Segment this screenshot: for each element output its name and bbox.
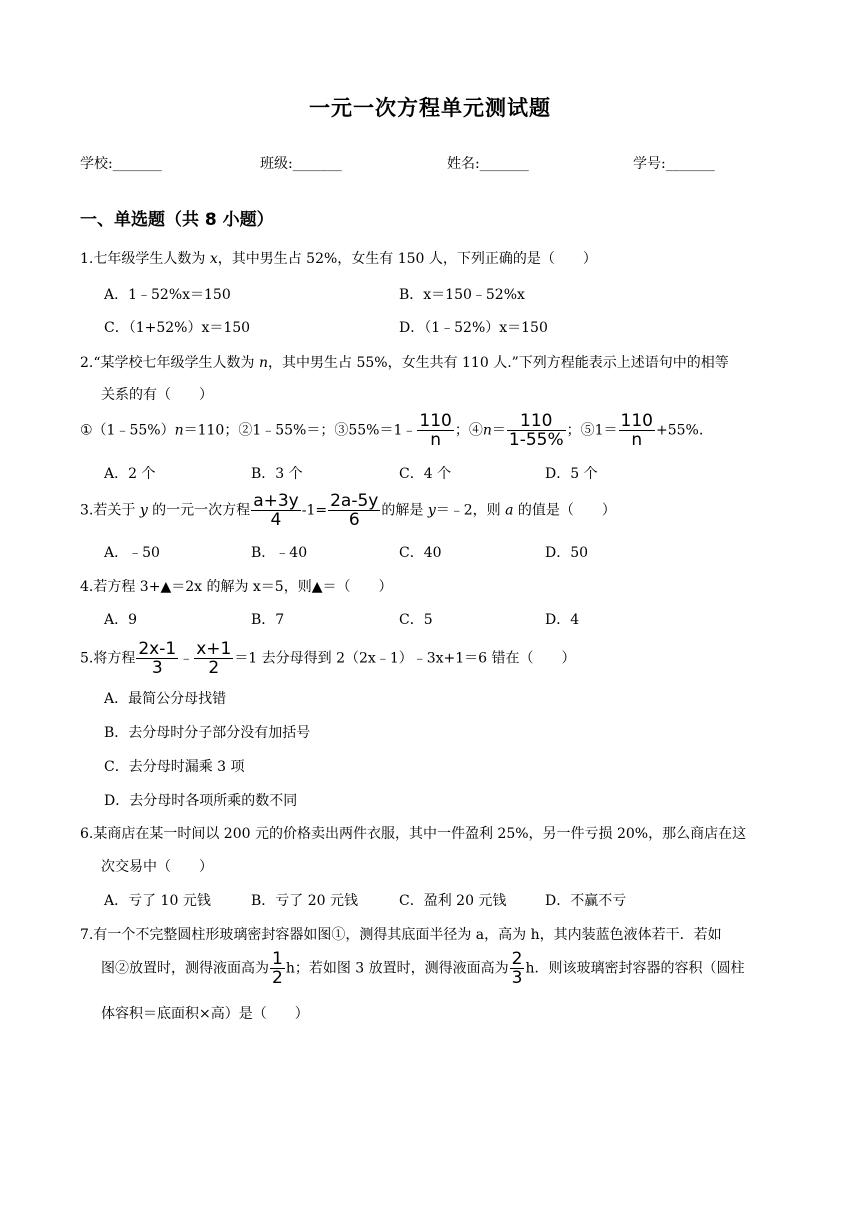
q4-option-d[interactable]: D．4 — [545, 612, 580, 628]
q6-option-a[interactable]: A．亏了 10 元钱 — [104, 893, 211, 909]
number-field: 学号:_______ — [633, 156, 715, 172]
q6-option-b[interactable]: B．亏了 20 元钱 — [251, 893, 359, 909]
q4-option-c[interactable]: C．5 — [399, 612, 433, 628]
q2-option-a[interactable]: A．2 个 — [104, 466, 156, 482]
q3-option-d[interactable]: D．50 — [545, 545, 589, 561]
fraction: $\frac{2}{3}$ — [511, 949, 523, 988]
question-7-stem-cont-2: 体容积＝底面积×高）是（ ） — [101, 1006, 309, 1022]
q1-option-c[interactable]: C．（1+52%）x＝150 — [104, 320, 251, 336]
q4-option-a[interactable]: A．9 — [104, 612, 138, 628]
question-2-stem-cont: 关系的有（ ） — [101, 387, 213, 403]
q4-option-b[interactable]: B．7 — [251, 612, 285, 628]
q5-option-d[interactable]: D．去分母时各项所乘的数不同 — [104, 793, 298, 809]
question-5-stem: 5.将方程 $\frac{2x-1}{3}$ ﹣ $\frac{x+1}{2}$ ＝1 去分母得到 2（2x﹣1）﹣3x+1＝6 错在（ ） — [80, 639, 576, 678]
q1-option-b[interactable]: B．x＝150﹣52%x — [399, 287, 525, 303]
q2-option-b[interactable]: B．3 个 — [251, 466, 303, 482]
fraction: $\frac{110}{n}$ — [620, 411, 653, 450]
page-title: 一元一次方程单元测试题 — [309, 96, 551, 120]
q5-option-b[interactable]: B．去分母时分子部分没有加括号 — [104, 725, 311, 741]
name-field: 姓名:_______ — [447, 156, 529, 172]
question-2-formulas: ①（1﹣55%）n＝110；②1﹣55%＝；③55%＝1﹣ $\frac{110}{n}$ ；④n＝ $\frac{110}{1-55\%}$ ；⑤1＝ $\frac{110}{n}$ +55%. — [80, 411, 704, 450]
school-field: 学校:_______ — [80, 156, 162, 172]
q6-option-c[interactable]: C．盈利 20 元钱 — [399, 893, 507, 909]
question-6-stem: 6.某商店在某一时间以 200 元的价格卖出两件衣服，其中一件盈利 25%，另一件亏损 20%，那么商店在这 — [80, 826, 747, 842]
fraction: $\frac{2a-5y}{6}$ — [330, 491, 379, 530]
fraction: $\frac{2x-1}{3}$ — [138, 639, 177, 678]
fraction: $\frac{a+3y}{4}$ — [253, 491, 299, 530]
question-3-stem: 3.若关于 y 的一元一次方程 $\frac{a+3y}{4}$ -1= $\frac{2a-5y}{6}$ 的解是 y＝﹣2，则 a 的值是（ ） — [80, 491, 616, 530]
fraction: $\frac{x+1}{2}$ — [196, 639, 232, 678]
q1-option-d[interactable]: D．（1﹣52%）x＝150 — [399, 320, 548, 336]
section-heading: 一、单选题（共 8 小题） — [80, 210, 274, 230]
q2-option-d[interactable]: D．5 个 — [545, 466, 598, 482]
class-field: 班级:_______ — [260, 156, 342, 172]
question-4-stem: 4.若方程 3+▲＝2x 的解为 x＝5，则▲＝（ ） — [80, 579, 393, 595]
q3-option-a[interactable]: A．﹣50 — [104, 545, 160, 561]
question-6-stem-cont: 次交易中（ ） — [101, 859, 213, 875]
q2-option-c[interactable]: C．4 个 — [399, 466, 452, 482]
question-7-stem: 7.有一个不完整圆柱形玻璃密封容器如图①，测得其底面半径为 a，高为 h，其内装蓝色液体若干．若如 — [80, 927, 722, 943]
fraction: $\frac{110}{1-55\%}$ — [508, 411, 564, 450]
fraction: $\frac{110}{n}$ — [419, 411, 452, 450]
fraction: $\frac{1}{2}$ — [272, 949, 283, 988]
q6-option-d[interactable]: D．不赢不亏 — [545, 893, 627, 909]
question-2-stem: 2.“某学校七年级学生人数为 n，其中男生占 55%，女生共有 110 人.”下列方程能表示上述语句中的相等 — [80, 355, 729, 371]
question-7-stem-cont: 图②放置时，测得液面高为 $\frac{1}{2}$ h；若如图 3 放置时，测得液面高为 $\frac{2}{3}$ h．则该玻璃密封容器的容积（圆柱 — [101, 949, 745, 988]
question-1-stem: 1.七年级学生人数为 x，其中男生占 52%，女生有 150 人，下列正确的是（ ） — [80, 251, 597, 267]
q5-option-a[interactable]: A．最简公分母找错 — [104, 691, 227, 707]
q5-option-c[interactable]: C．去分母时漏乘 3 项 — [104, 759, 245, 775]
q3-option-b[interactable]: B．﹣40 — [251, 545, 308, 561]
q3-option-c[interactable]: C．40 — [399, 545, 442, 561]
q1-option-a[interactable]: A．1﹣52%x＝150 — [104, 287, 231, 303]
